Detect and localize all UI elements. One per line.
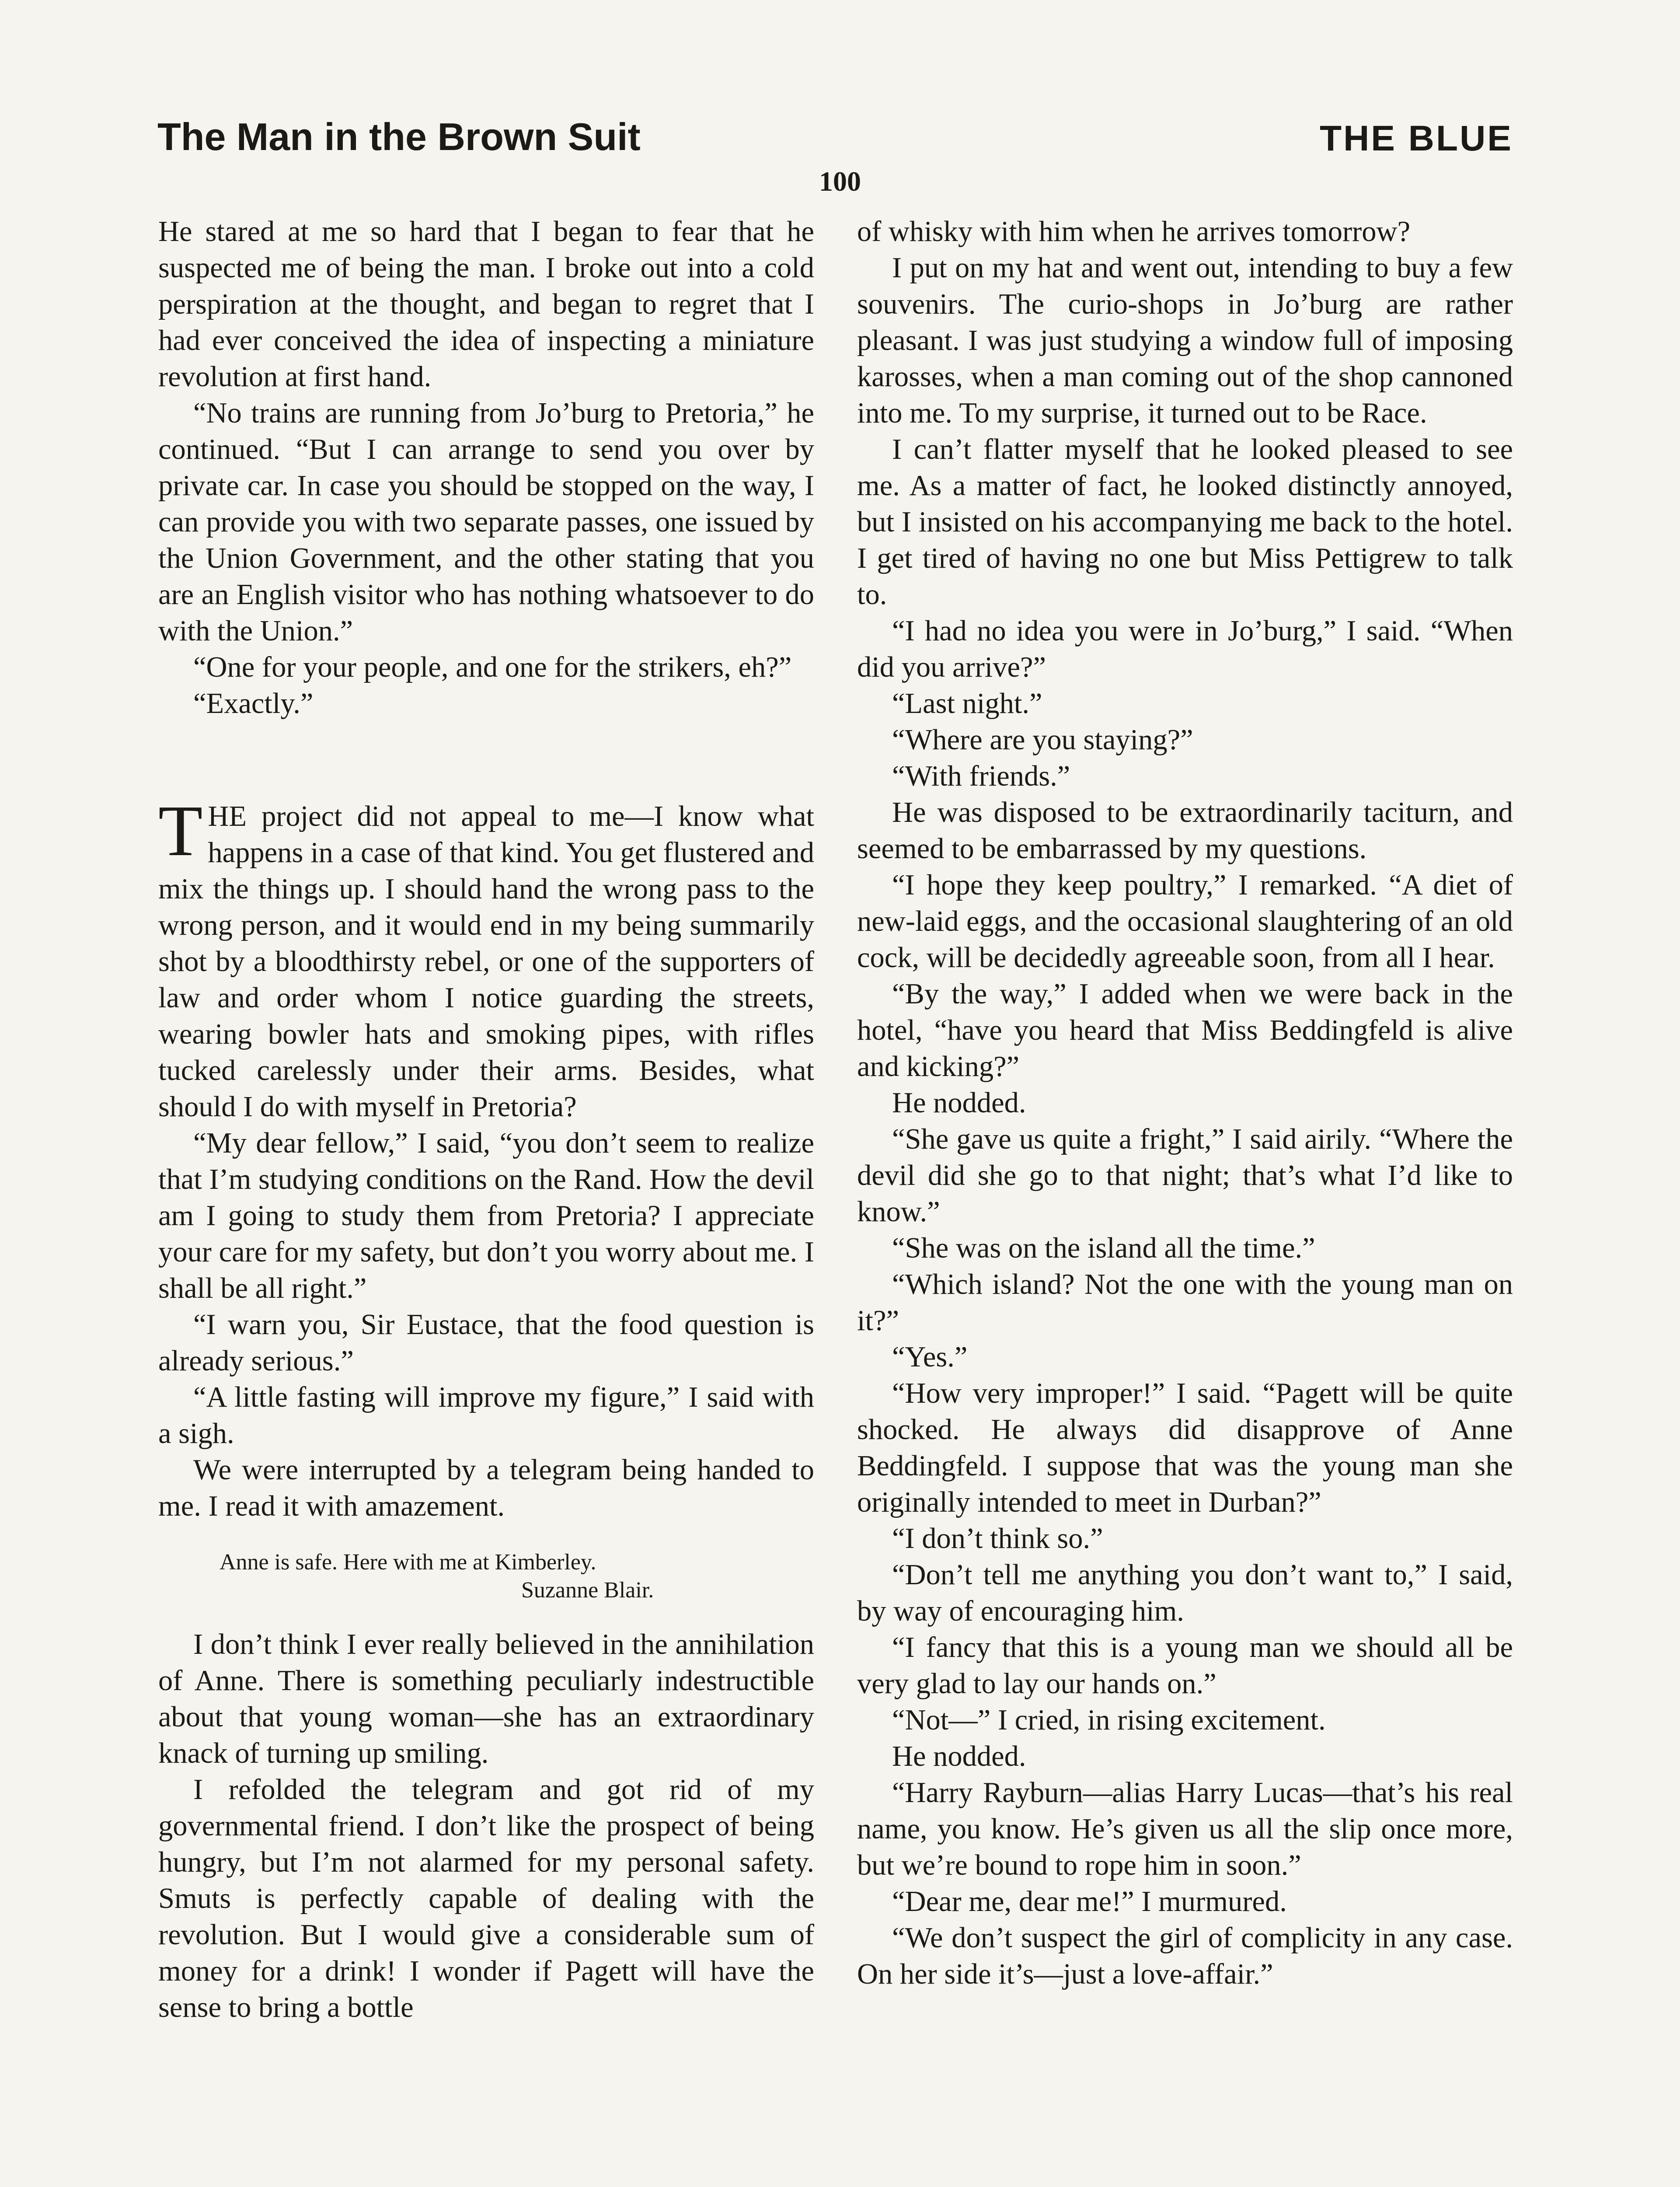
paragraph: “We don’t suspect the girl of complicity in any case. On her side it’s—just a love-affair.” — [857, 1922, 1513, 1990]
paragraph: “She was on the island all the time.” — [892, 1232, 1315, 1264]
page-number: 100 — [819, 166, 861, 197]
paragraph: “I fancy that this is a young man we should all be very glad to lay our hands on.” — [857, 1632, 1513, 1700]
paragraph: He nodded. — [892, 1740, 1026, 1772]
paragraph: I put on my hat and went out, intending to buy a few souvenirs. The curio-shops in Jo’burg are rather pleasant. I was just studying a window full of imposing karosses, when a man coming out of the shop cannoned into me. To my surprise, it turned out to be Race. — [857, 252, 1513, 429]
telegram-text: Anne is safe. Here with me at Kimberley. — [220, 1550, 596, 1575]
paragraph: “Harry Rayburn—alias Harry Lucas—that’s his real name, you know. He’s given us all the slip once more, but we’re bound to rope him in soon.” — [857, 1777, 1513, 1881]
paragraph: “Exactly.” — [193, 688, 314, 720]
paragraph: We were interrupted by a telegram being handed to me. I read it with amazement. — [158, 1454, 814, 1522]
paragraph: I can’t flatter myself that he looked pleased to see me. As a matter of fact, he looked distinctly annoyed, but I insisted on his accompanying me back to the hotel. I get tired of having no one but Miss Pettigrew to talk to. — [857, 433, 1513, 611]
paragraph: “I hope they keep poultry,” I remarked. “A diet of new-laid eggs, and the occasional slaughtering of an old cock, will be decidedly agreeable soon, from all I hear. — [857, 869, 1513, 974]
paragraph-text: HE project did not appeal to me—I know what happens in a case of that kind. You get flustered and mix the things up. I should hand the wrong pass to the wrong person, and it would end in my being summarily shot by a bloodthirsty rebel, or one of the supporters of law and order whom I notice guarding the streets, wearing bowler hats and smoking pipes, with rifles tucked carelessly under their arms. Besides, what should I do with myself in Pretoria? — [158, 800, 814, 1123]
paragraph: “With friends.” — [892, 760, 1070, 792]
telegram — [158, 1548, 814, 1604]
paragraph: “Where are you staying?” — [892, 724, 1193, 756]
paragraph: “I warn you, Sir Eustace, that the food question is already serious.” — [158, 1309, 814, 1377]
drop-cap: T — [158, 790, 203, 871]
paragraph: of whisky with him when he arrives tomorrow? — [857, 216, 1411, 248]
paragraph: “Which island? Not the one with the young man on it?” — [857, 1268, 1513, 1337]
telegram-signature: Suzanne Blair. — [521, 1578, 654, 1603]
story-title: The Man in the Brown Suit — [157, 115, 641, 158]
paragraph: “Not—” I cried, in rising excitement. — [892, 1704, 1326, 1736]
paragraph: “No trains are running from Jo’burg to Pretoria,” he continued. “But I can arrange to send you over by private car. In case you should be stopped on the way, I can provide you with two separate passes, one issued by the Union Government, and the other stating that you are an English visitor who has nothing whatsoever to do with the Union.” — [158, 397, 814, 647]
paragraph: I refolded the telegram and got rid of my governmental friend. I don’t like the prospect of being hungry, but I’m not alarmed for my personal safety. Smuts is perfectly capable of dealing with the revolution. But I would give a considerable sum of money for a drink! I wonder if Pagett will have the sense to bring a bottle — [158, 1774, 814, 2023]
paragraph: “By the way,” I added when we were back in the hotel, “have you heard that Miss Beddingfeld is alive and kicking?” — [857, 978, 1513, 1083]
paragraph: He nodded. — [892, 1087, 1026, 1119]
paragraph: “Last night.” — [892, 688, 1042, 720]
paragraph: He was disposed to be extraordinarily taciturn, and seemed to be embarrassed by my questions. — [857, 797, 1513, 865]
paragraph: “Dear me, dear me!” I murmured. — [892, 1886, 1287, 1918]
section-paragraph — [158, 790, 814, 1125]
left-column — [158, 213, 814, 2026]
paragraph: “Yes.” — [892, 1341, 968, 1373]
paragraph: “She gave us quite a fright,” I said airily. “Where the devil did she go to that night; that’s what I’d like to know.” — [857, 1123, 1513, 1228]
paragraph: He stared at me so hard that I began to fear that he suspected me of being the man. I broke out into a cold perspiration at the thought, and began to regret that I had ever conceived the idea of inspecting a miniature revolution at first hand. — [158, 216, 814, 393]
paragraph: “How very improper!” I said. “Pagett will be quite shocked. He always did disapprove of Anne Beddingfeld. I suppose that was the young man she originally intended to meet in Durban?” — [857, 1377, 1513, 1518]
paragraph: “One for your people, and one for the strikers, eh?” — [193, 651, 792, 683]
paragraph: I don’t think I ever really believed in the annihilation of Anne. There is something peculiarly indestructible about that young woman—she has an extraordinary knack of turning up smiling. — [158, 1628, 814, 1769]
paragraph: “I don’t think so.” — [892, 1523, 1103, 1555]
paragraph: “Don’t tell me anything you don’t want to,” I said, by way of encouraging him. — [857, 1559, 1513, 1627]
paragraph: “A little fasting will improve my figure,” I said with a sigh. — [158, 1381, 814, 1450]
magazine-name: THE BLUE — [1320, 119, 1513, 158]
right-column — [857, 213, 1513, 1992]
paragraph: “I had no idea you were in Jo’burg,” I said. “When did you arrive?” — [857, 615, 1513, 683]
paragraph: “My dear fellow,” I said, “you don’t seem to realize that I’m studying conditions on the Rand. How the devil am I going to study them from Pretoria? I appreciate your care for my safety, but don’t you worry about me. I shall be all right.” — [158, 1127, 814, 1304]
